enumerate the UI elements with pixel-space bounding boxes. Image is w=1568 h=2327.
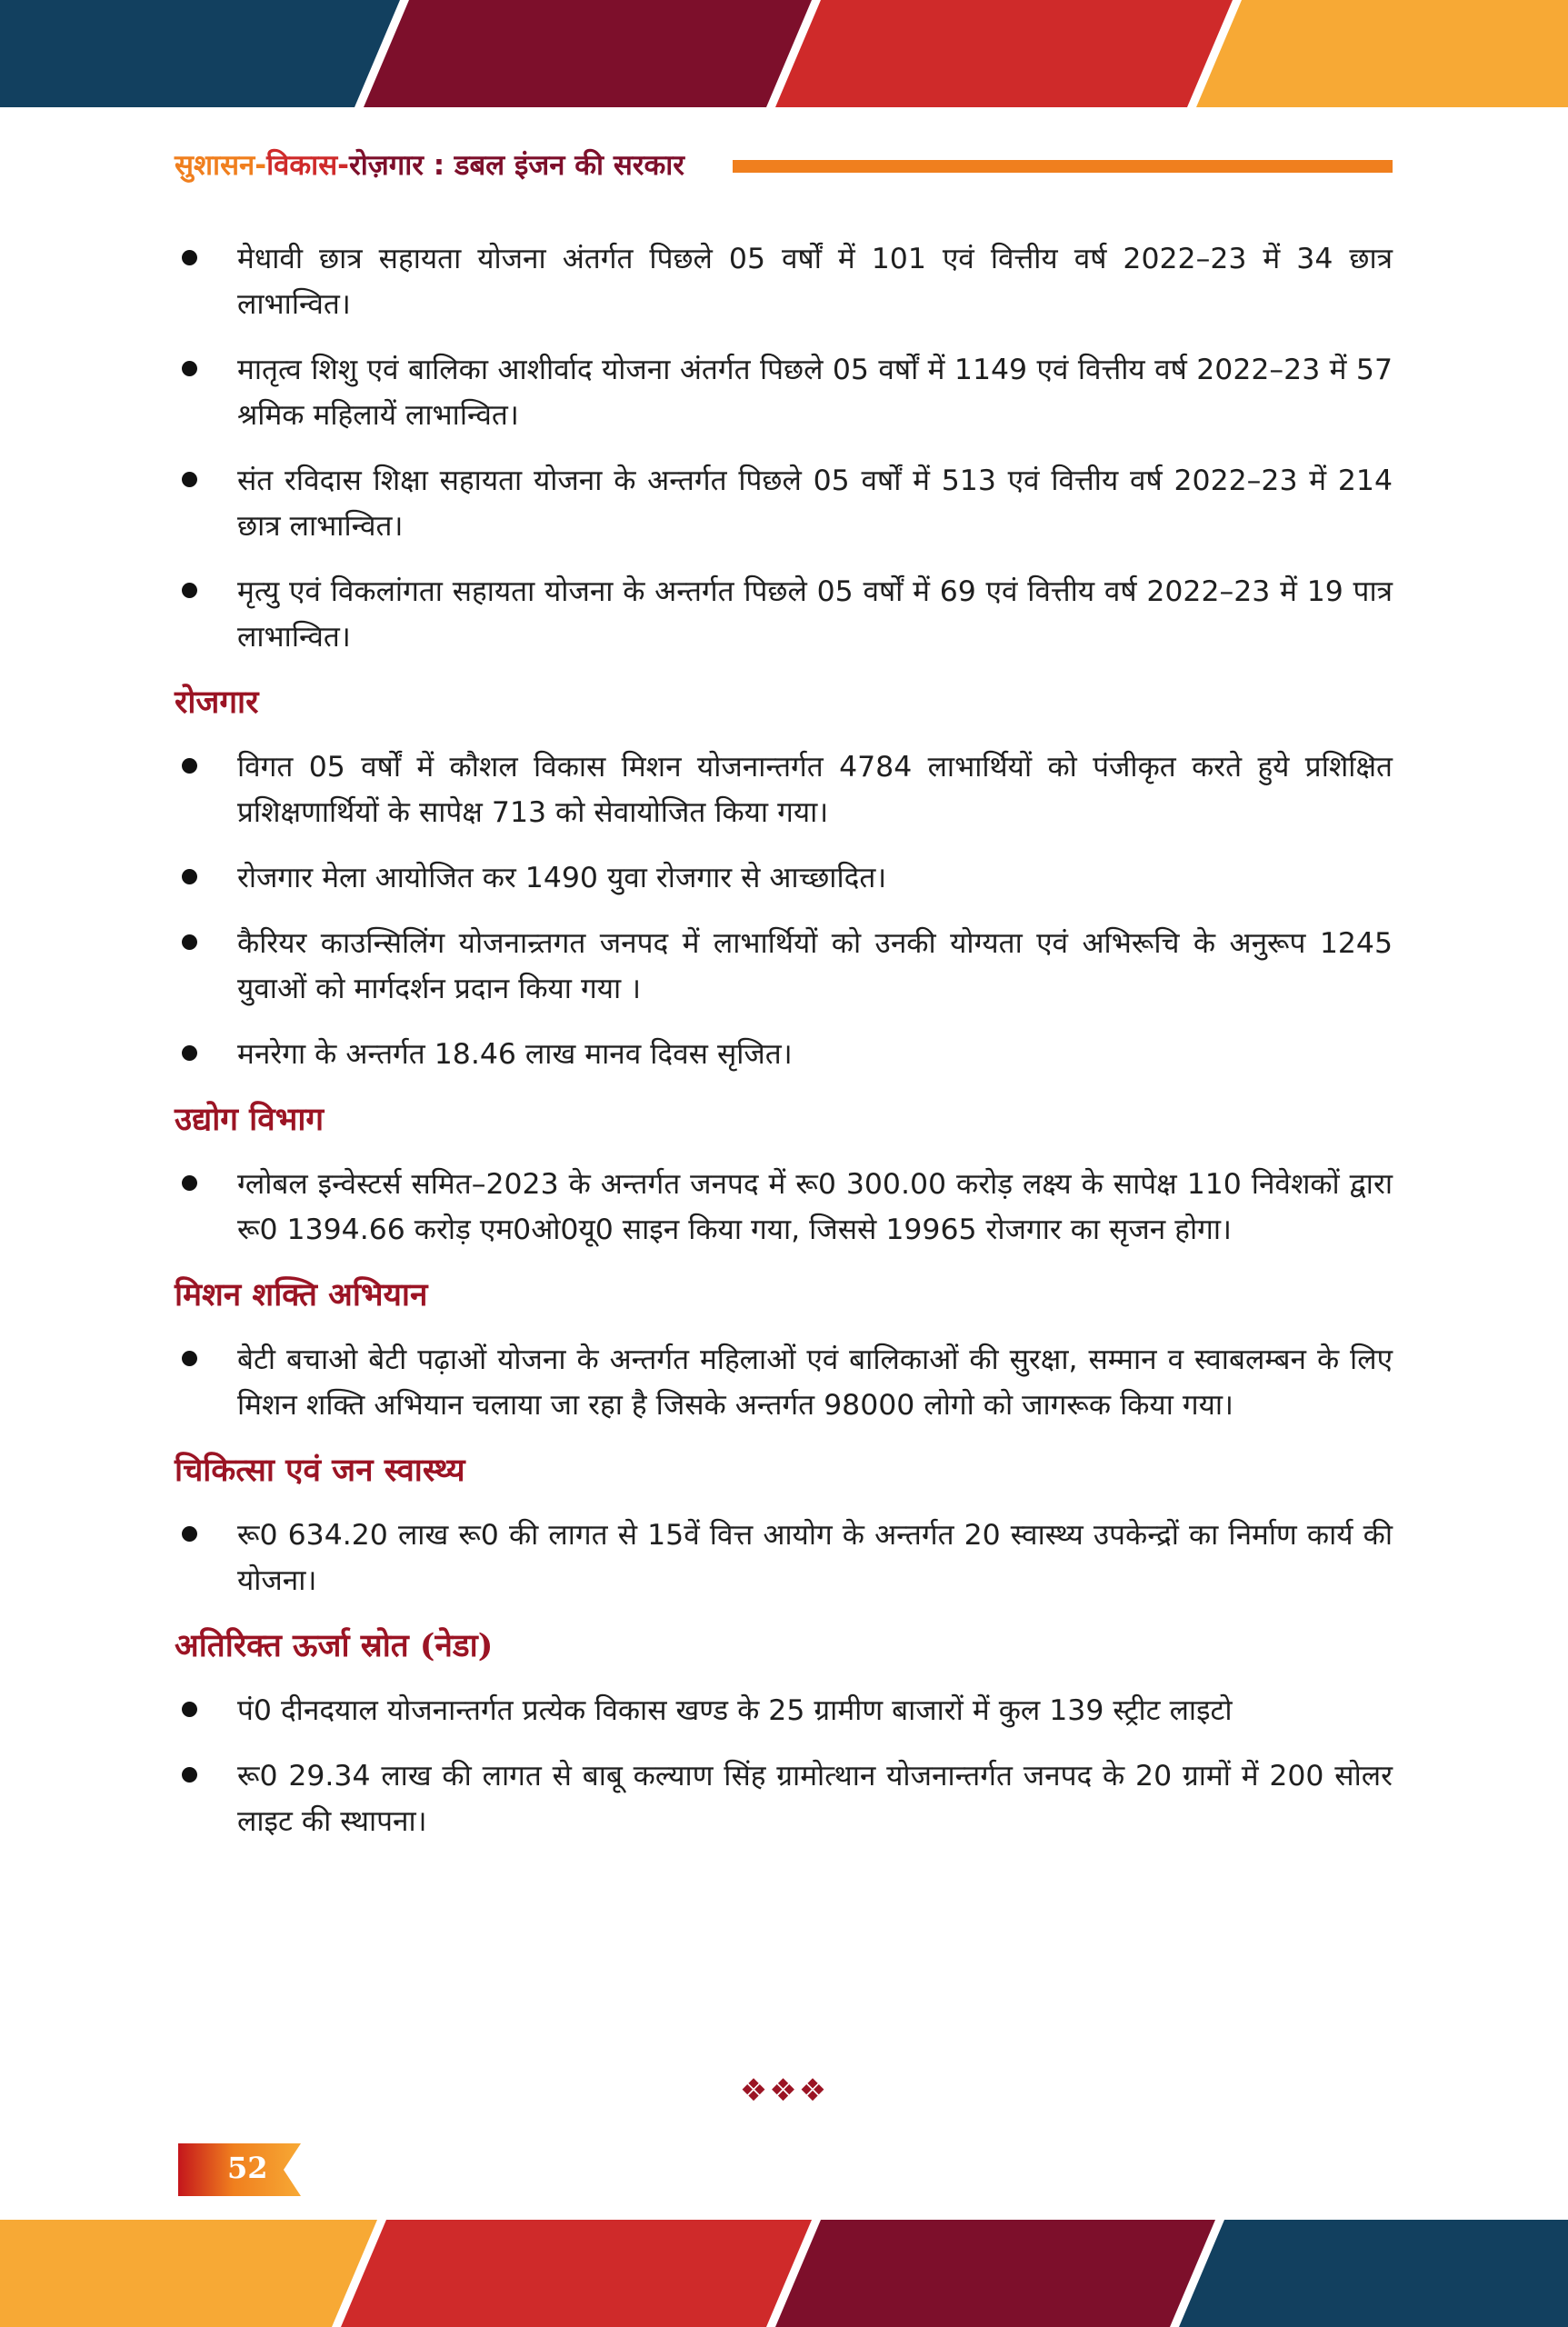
bottom-band-navy [1179, 2220, 1568, 2327]
section-heading-mission-shakti: मिशन शक्ति अभियान [175, 1276, 428, 1313]
section-heading-rojgar: रोजगार [175, 684, 259, 721]
list-item-text: कैरियर काउन्सिलिंग योजनान्र्तगत जनपद में लाभार्थियों को उनकी योग्यता एवं अभिरूचि के अनुरूप 1245 युवाओं को मार्गदर्शन प्रदान किया गया । [237, 927, 1393, 1005]
intro-list [175, 236, 1393, 660]
list-item [175, 569, 1393, 660]
mission-shakti-list [175, 1337, 1393, 1428]
main-content [175, 236, 1393, 1864]
list-item-text: ग्लोबल इन्वेस्टर्स समित–2023 के अन्तर्गत जनपद में रू0 300.00 करोड़ लक्ष्य के सापेक्ष 110 निवेशकों द्वारा रू0 1394.66 करोड़ एम0ओ0यू0 साइन किया गया, जिससे 19965 रोजगार का सृजन होगा। [237, 1168, 1393, 1246]
bottom-band-red [341, 2220, 812, 2327]
rojgar-list [175, 744, 1393, 1077]
bullet-icon [182, 869, 197, 884]
list-item [175, 458, 1393, 549]
list-item [175, 236, 1393, 327]
list-item [175, 1032, 1393, 1077]
ornament-divider: ❖❖❖ [739, 2072, 829, 2109]
page-number-tab [178, 2143, 301, 2196]
header-title [175, 145, 684, 184]
bullet-icon [182, 758, 197, 774]
list-item [175, 347, 1393, 438]
header-title-part-1: सुशासन- [175, 149, 267, 182]
list-item [175, 1753, 1393, 1844]
list-item-text: बेटी बचाओ बेटी पढ़ाओं योजना के अन्तर्गत महिलाओं एवं बालिकाओं की सुरक्षा, सम्मान व स्वाबलम्बन के लिए मिशन शक्ति अभियान चलाया जा रहा है जिसके अन्तर्गत 98000 लोगो को जागरूक किया गया। [237, 1343, 1393, 1422]
list-item-text: संत रविदास शिक्षा सहायता योजना के अन्तर्गत पिछले 05 वर्षों में 513 एवं वित्तीय वर्ष 2022–23 में 214 छात्र लाभान्वित। [237, 464, 1393, 543]
list-item-text: रोजगार मेला आयोजित कर 1490 युवा रोजगार से आच्छादित। [237, 862, 887, 894]
section-heading-health: चिकित्सा एवं जन स्वास्थ्य [175, 1452, 465, 1489]
header-title-part-3: रोज़गार : डबल इंजन की सरकार [349, 149, 684, 182]
top-band-orange [1196, 0, 1568, 107]
header-title-part-2: विकास- [266, 149, 350, 182]
list-item [175, 1513, 1393, 1603]
page-header [175, 145, 1393, 185]
section-heading-neda: अतिरिक्त ऊर्जा स्रोत (नेडा) [175, 1627, 494, 1664]
list-item-text: पं0 दीनदयाल योजनान्तर्गत प्रत्येक विकास खण्ड के 25 ग्रामीण बाजारों में कुल 139 स्ट्रीट लाइटो [237, 1694, 1233, 1727]
section-heading-udyog: उद्योग विभाग [175, 1101, 325, 1138]
top-color-band [0, 0, 1568, 107]
list-item-text: रू0 634.20 लाख रू0 की लागत से 15वें वित्त आयोग के अन्तर्गत 20 स्वास्थ्य उपकेन्द्रों का निर्माण कार्य की योजना। [237, 1519, 1393, 1597]
list-item [175, 921, 1393, 1012]
bullet-icon [182, 1526, 197, 1542]
list-item [175, 744, 1393, 835]
bullet-icon [182, 1767, 197, 1783]
top-band-red [775, 0, 1233, 107]
neda-list [175, 1688, 1393, 1844]
list-item-text: मृत्यु एवं विकलांगता सहायता योजना के अन्तर्गत पिछले 05 वर्षों में 69 एवं वित्तीय वर्ष 2022–23 में 19 पात्र लाभान्वित। [237, 575, 1393, 654]
bottom-band-orange [0, 2220, 377, 2327]
bullet-icon [182, 472, 197, 487]
bottom-band-maroon [775, 2220, 1215, 2327]
top-band-graphic [0, 0, 1568, 107]
health-list [175, 1513, 1393, 1603]
bullet-icon [182, 361, 197, 376]
bullet-icon [182, 1175, 197, 1191]
bullet-icon [182, 1351, 197, 1366]
bullet-icon [182, 583, 197, 598]
list-item [175, 1162, 1393, 1253]
bullet-icon [182, 934, 197, 950]
list-item-text: विगत 05 वर्षों में कौशल विकास मिशन योजनान्तर्गत 4784 लाभार्थियों को पंजीकृत करते हुये प्रशिक्षित प्रशिक्षणार्थियों के सापेक्ष 713 को सेवायोजित किया गया। [237, 751, 1393, 829]
bullet-icon [182, 1045, 197, 1061]
list-item [175, 855, 1393, 901]
list-item [175, 1688, 1393, 1733]
list-item-text: मेधावी छात्र सहायता योजना अंतर्गत पिछले 05 वर्षों में 101 एवं वित्तीय वर्ष 2022–23 में 34 छात्र लाभान्वित। [237, 243, 1393, 321]
udyog-list [175, 1162, 1393, 1253]
page-number: 52 [227, 2151, 268, 2185]
bullet-icon [182, 250, 197, 265]
bottom-color-band [0, 2220, 1568, 2327]
list-item-text: मातृत्व शिशु एवं बालिका आशीर्वाद योजना अंतर्गत पिछले 05 वर्षों में 1149 एवं वित्तीय वर्ष 2022–23 में 57 श्रमिक महिलायें लाभान्वित। [237, 354, 1393, 432]
list-item-text: मनरेगा के अन्तर्गत 18.46 लाख मानव दिवस सृजित। [237, 1038, 793, 1071]
bullet-icon [182, 1702, 197, 1717]
list-item-text: रू0 29.34 लाख की लागत से बाबू कल्याण सिंह ग्रामोत्थान योजनान्तर्गत जनपद के 20 ग्रामों में 200 सोलर लाइट की स्थापना। [237, 1760, 1393, 1838]
list-item [175, 1337, 1393, 1428]
top-band-navy [0, 0, 400, 107]
top-band-maroon [364, 0, 812, 107]
header-rule [733, 160, 1393, 173]
bottom-band-graphic [0, 2220, 1568, 2327]
